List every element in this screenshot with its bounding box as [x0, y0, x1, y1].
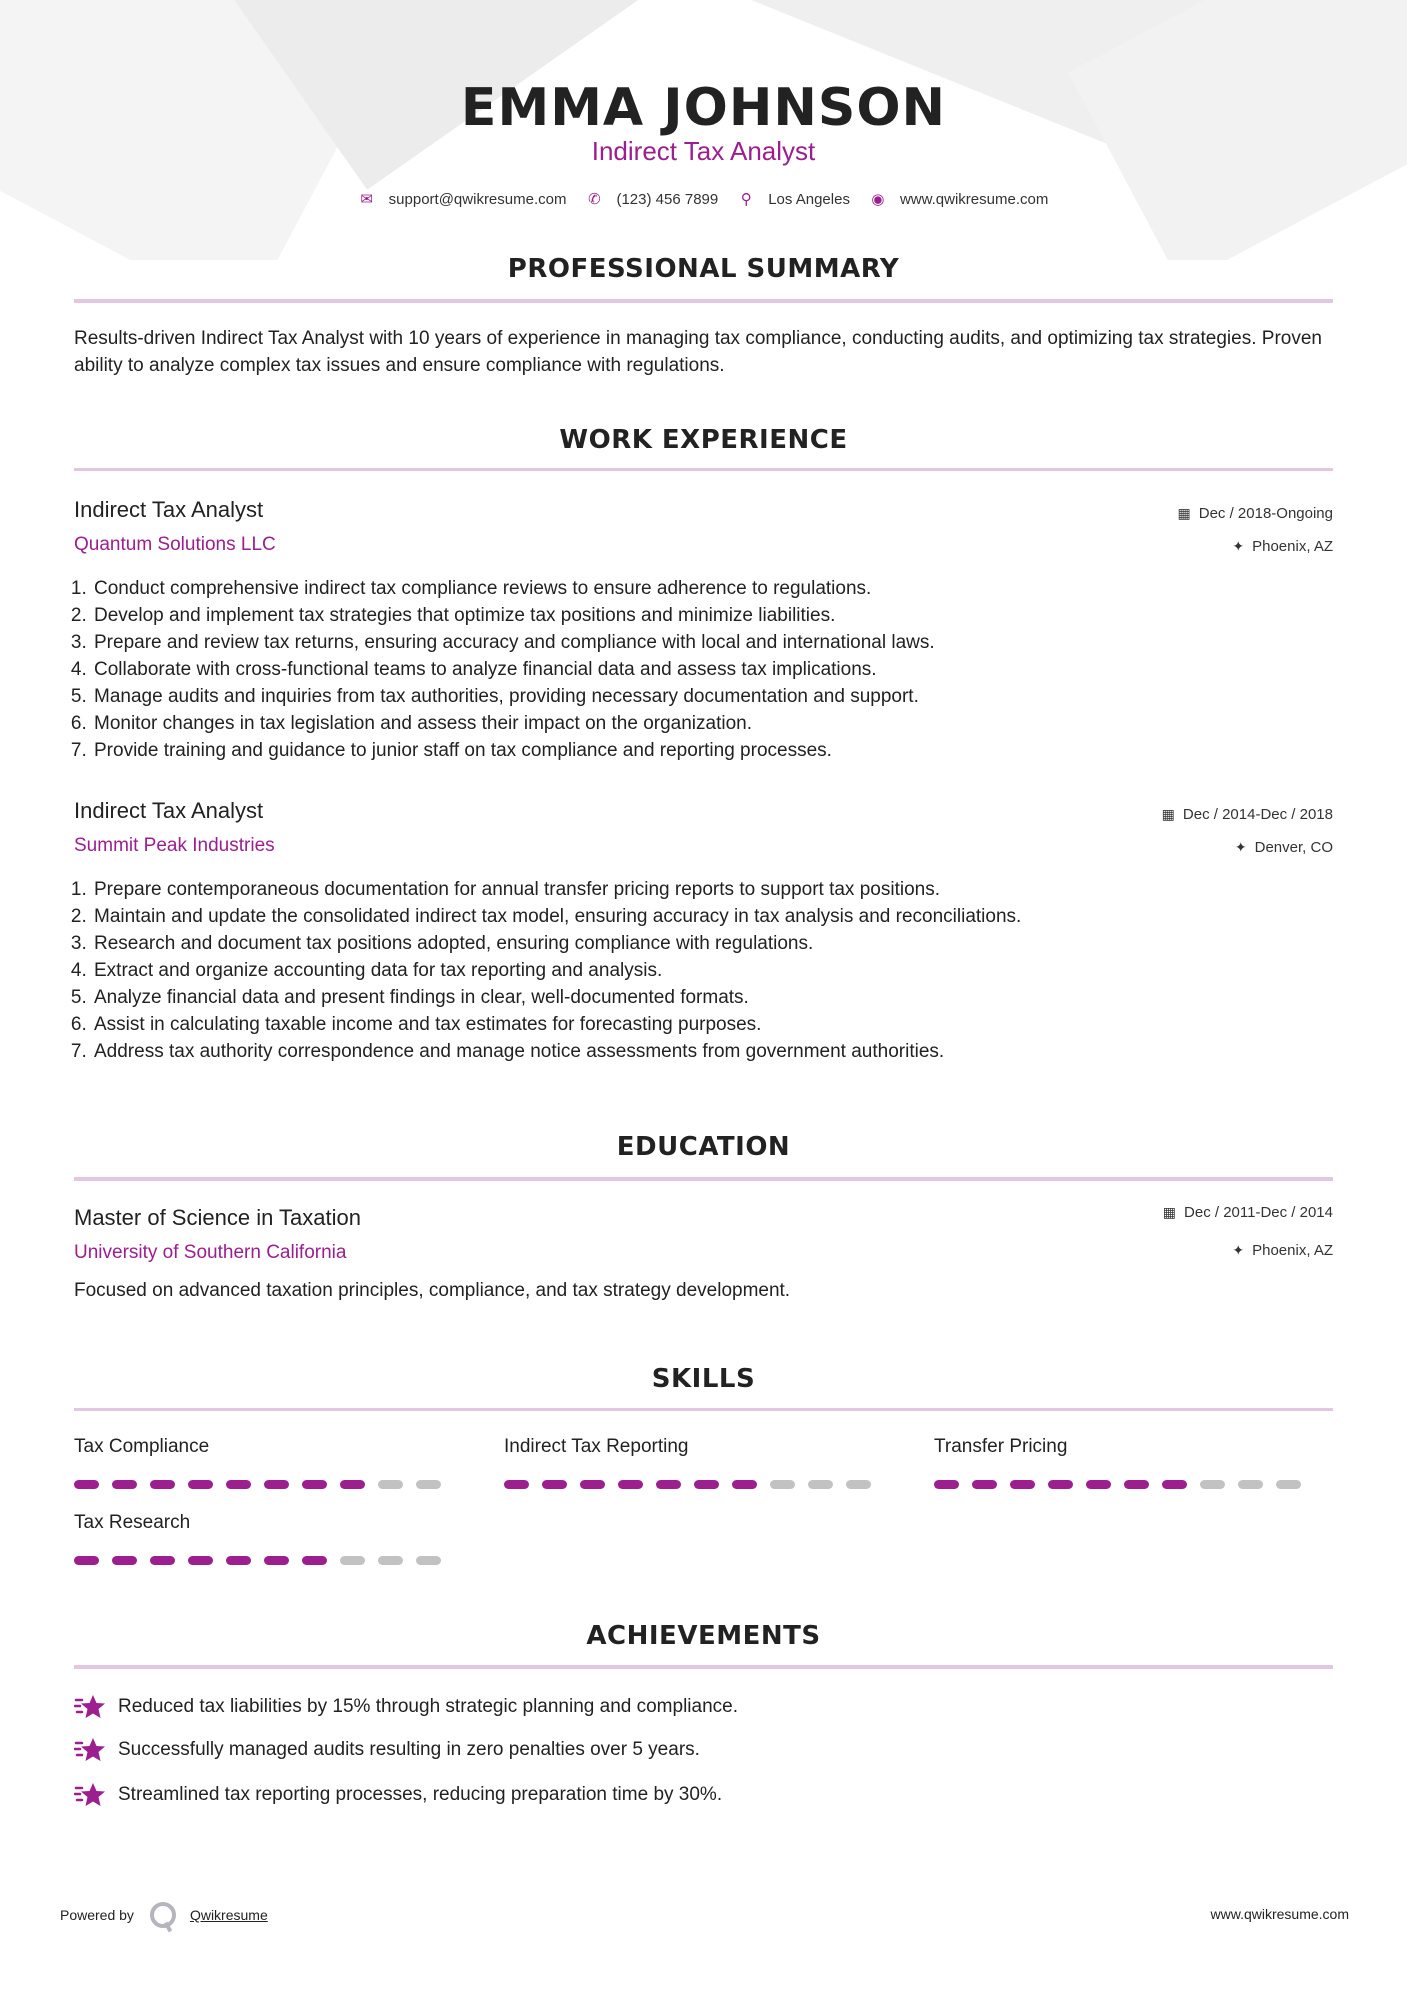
skill-name: Tax Compliance: [74, 1436, 210, 1457]
skill-dash-empty: [770, 1480, 795, 1489]
candidate-title: Indirect Tax Analyst: [591, 136, 816, 166]
skill-rating: [504, 1480, 884, 1489]
job-location: [1232, 538, 1333, 555]
qwikresume-logo-icon: [150, 1902, 176, 1928]
website-text: www.qwikresume.com: [899, 190, 1049, 208]
achievement-text: Reduced tax liabilities by 15% through strategic planning and compliance.: [118, 1696, 738, 1717]
achievement-text: Successfully managed audits resulting in zero penalties over 5 years.: [118, 1739, 700, 1760]
education-location: [1232, 1242, 1333, 1259]
skill-dash-filled: [264, 1480, 289, 1489]
section-divider: [74, 1665, 1333, 1669]
list-item: 5. Analyze financial data and present findings in clear, well-documented formats.: [92, 984, 1292, 1011]
qwikresume-link[interactable]: Qwikresume: [189, 1907, 268, 1923]
section-heading-summary: PROFESSIONAL SUMMARY: [507, 254, 900, 284]
skill-dash-filled: [150, 1480, 175, 1489]
skill-dash-filled: [934, 1480, 959, 1489]
skill-dash-empty: [1276, 1480, 1301, 1489]
powered-by-label: Powered by: [60, 1907, 134, 1923]
envelope-icon: ✉: [360, 191, 373, 208]
skill-dash-filled: [1162, 1480, 1187, 1489]
contact-location: [738, 190, 850, 208]
skill-dash-empty: [416, 1556, 441, 1565]
skill-dash-filled: [74, 1480, 99, 1489]
job-location: [1235, 839, 1333, 856]
skill-rating: [74, 1556, 454, 1565]
job-title: Indirect Tax Analyst: [74, 798, 264, 823]
achievement-text: Streamlined tax reporting processes, reducing preparation time by 30%.: [118, 1784, 723, 1805]
candidate-name: EMMA JOHNSON: [460, 78, 947, 138]
job-company: Quantum Solutions LLC: [74, 534, 276, 555]
skill-dash-filled: [188, 1480, 213, 1489]
skill-dash-empty: [378, 1556, 403, 1565]
calendar-icon: ▦: [1162, 1204, 1177, 1220]
skill-dash-filled: [580, 1480, 605, 1489]
skill-dash-filled: [1010, 1480, 1035, 1489]
degree-title: Master of Science in Taxation: [74, 1205, 361, 1230]
education-dates: [1163, 1204, 1333, 1221]
skill-dash-filled: [656, 1480, 681, 1489]
list-item: 6. Assist in calculating taxable income and tax estimates for forecasting purposes.: [92, 1011, 1292, 1038]
email-text: support@qwikresume.com: [388, 190, 567, 208]
map-pin-icon: ⚲: [740, 191, 752, 208]
skill-dash-filled: [264, 1556, 289, 1565]
list-item: 5. Manage audits and inquiries from tax authorities, providing necessary documentation and support.: [92, 683, 1292, 710]
achievement-item: [74, 1781, 722, 1809]
skill-dash-filled: [188, 1556, 213, 1565]
star-icon: [74, 1781, 106, 1809]
skill-dash-filled: [150, 1556, 175, 1565]
skill-dash-empty: [846, 1480, 871, 1489]
skill-dash-filled: [732, 1480, 757, 1489]
skill-dash-empty: [808, 1480, 833, 1489]
skill-dash-filled: [618, 1480, 643, 1489]
skill-dash-filled: [1048, 1480, 1073, 1489]
skill-rating: [74, 1480, 454, 1489]
calendar-icon: ▦: [1177, 505, 1191, 521]
list-item: 1. Conduct comprehensive indirect tax compliance reviews to ensure adherence to regulations.: [92, 575, 1292, 602]
list-item: 7. Address tax authority correspondence and manage notice assessments from government authorities.: [92, 1038, 1292, 1065]
skill-dash-empty: [340, 1556, 365, 1565]
location-text: Los Angeles: [768, 190, 850, 208]
star-icon: [74, 1693, 106, 1721]
job-location-text: Phoenix, AZ: [1252, 538, 1333, 555]
section-divider: [74, 299, 1333, 303]
contact-website[interactable]: [870, 190, 1048, 208]
skill-item: [74, 1436, 454, 1489]
star-icon: [74, 1736, 106, 1764]
job-location-text: Denver, CO: [1254, 839, 1333, 856]
skill-item: [934, 1436, 1314, 1489]
skill-dash-empty: [1200, 1480, 1225, 1489]
list-item: 2. Maintain and update the consolidated indirect tax model, ensuring accuracy in tax analysis and reconciliations.: [92, 903, 1292, 930]
list-item: 3. Prepare and review tax returns, ensuring accuracy and compliance with local and international laws.: [92, 629, 1292, 656]
job-dates-text: Dec / 2018-Ongoing: [1198, 505, 1333, 522]
skill-item: [74, 1512, 454, 1565]
skill-dash-filled: [302, 1480, 327, 1489]
school-name: University of Southern California: [74, 1242, 347, 1263]
pushpin-icon: ✦: [1232, 538, 1245, 554]
skill-dash-filled: [504, 1480, 529, 1489]
skill-dash-filled: [1124, 1480, 1149, 1489]
section-divider: [74, 1177, 1333, 1181]
skill-dash-filled: [340, 1480, 365, 1489]
skill-dash-filled: [112, 1480, 137, 1489]
job-dates-text: Dec / 2014-Dec / 2018: [1182, 806, 1333, 823]
pushpin-icon: ✦: [1232, 1242, 1245, 1258]
skill-rating: [934, 1480, 1314, 1489]
job-title: Indirect Tax Analyst: [74, 497, 264, 522]
contact-bar: [0, 190, 1407, 208]
achievement-item: [74, 1736, 700, 1764]
skill-dash-filled: [226, 1480, 251, 1489]
education-description: Focused on advanced taxation principles, compliance, and tax strategy development.: [74, 1280, 791, 1301]
list-item: 1. Prepare contemporaneous documentation for annual transfer pricing reports to support tax positions.: [92, 876, 1292, 903]
summary-text: Results-driven Indirect Tax Analyst with 10 years of experience in managing tax compliance, conducting audits, and optimizing tax strategies. Proven ability to analyze complex tax issues and ensure compliance with regulations.: [74, 328, 1322, 376]
section-divider: [74, 1408, 1333, 1411]
contact-email[interactable]: [359, 190, 567, 208]
skill-name: Indirect Tax Reporting: [504, 1436, 689, 1457]
skill-dash-empty: [416, 1480, 441, 1489]
section-heading-experience: WORK EXPERIENCE: [559, 425, 848, 455]
job-dates: [1178, 505, 1334, 522]
skill-name: Tax Research: [74, 1512, 191, 1533]
job-dates: [1162, 806, 1333, 823]
contact-phone[interactable]: [586, 190, 718, 208]
skill-dash-filled: [302, 1556, 327, 1565]
skill-dash-filled: [112, 1556, 137, 1565]
list-item: 2. Develop and implement tax strategies that optimize tax positions and minimize liabilities.: [92, 602, 1292, 629]
skill-dash-filled: [972, 1480, 997, 1489]
footer-website[interactable]: www.qwikresume.com: [1210, 1906, 1349, 1922]
skill-dash-empty: [1238, 1480, 1263, 1489]
section-heading-education: EDUCATION: [616, 1132, 791, 1162]
skill-dash-filled: [694, 1480, 719, 1489]
section-heading-skills: SKILLS: [651, 1364, 756, 1394]
education-location-text: Phoenix, AZ: [1252, 1242, 1333, 1259]
phone-text: (123) 456 7899: [616, 190, 719, 208]
calendar-icon: ▦: [1161, 806, 1175, 822]
list-item: 4. Collaborate with cross-functional teams to analyze financial data and assess tax implications.: [92, 656, 1292, 683]
skill-item: [504, 1436, 884, 1489]
skill-dash-filled: [226, 1556, 251, 1565]
achievement-item: [74, 1693, 738, 1721]
footer-powered-by: [60, 1902, 268, 1928]
phone-icon: ✆: [588, 191, 601, 208]
job-bullets: [66, 876, 1292, 1065]
pushpin-icon: ✦: [1234, 839, 1247, 855]
skill-dash-filled: [542, 1480, 567, 1489]
list-item: 7. Provide training and guidance to junior staff on tax compliance and reporting processes.: [92, 737, 1292, 764]
skill-dash-empty: [378, 1480, 403, 1489]
list-item: 4. Extract and organize accounting data for tax reporting and analysis.: [92, 957, 1292, 984]
section-heading-achievements: ACHIEVEMENTS: [586, 1621, 821, 1651]
section-divider: [74, 468, 1333, 471]
job-company: Summit Peak Industries: [74, 835, 275, 856]
globe-icon: ◉: [871, 191, 885, 208]
job-bullets: [66, 575, 1292, 764]
education-dates-text: Dec / 2011-Dec / 2014: [1184, 1204, 1333, 1221]
skill-dash-filled: [74, 1556, 99, 1565]
list-item: 6. Monitor changes in tax legislation and assess their impact on the organization.: [92, 710, 1292, 737]
skill-dash-filled: [1086, 1480, 1111, 1489]
list-item: 3. Research and document tax positions adopted, ensuring compliance with regulations.: [92, 930, 1292, 957]
skill-name: Transfer Pricing: [934, 1436, 1068, 1457]
